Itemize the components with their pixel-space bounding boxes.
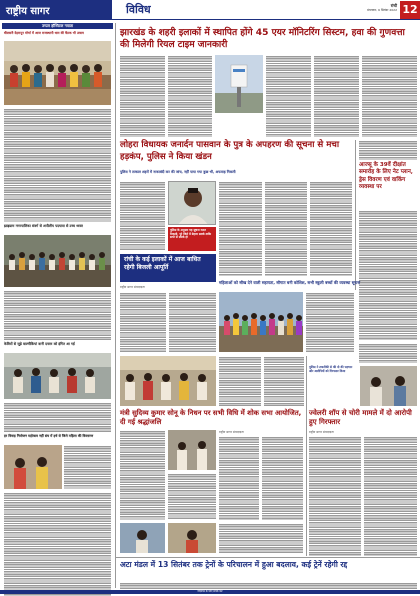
main-headline: झारखंड के शहरी इलाकों में स्थापित होंगे 45 एयर मॉनिटरिंग सिस्टम, हवा की गुणवत्ता की मिलेगी रियल टाइम जानकारी bbox=[120, 28, 405, 50]
small-photo-1 bbox=[120, 523, 165, 553]
mantri-text-3 bbox=[219, 436, 259, 520]
main-story-col-4 bbox=[314, 55, 359, 137]
left-text-block-4 bbox=[64, 445, 111, 489]
mantri-text-1 bbox=[120, 430, 165, 520]
page-number: 12 bbox=[400, 1, 420, 19]
left-text-block-5 bbox=[4, 492, 111, 596]
power-box bbox=[120, 254, 216, 282]
bottom-headline: अटा मंडल में 13 सितंबर तक ट्रेनों के परिचालन में हुआ बदलाव, कई ट्रेनें रहेगी रद्द bbox=[120, 560, 348, 569]
column-divider bbox=[115, 23, 116, 588]
power-headline: रांची के कई इलाकों में आज बाधित रहेगी बिजली आपूर्ति bbox=[124, 256, 201, 271]
brand-name: राष्ट्रीय सागर bbox=[6, 6, 50, 17]
jewellery-subhead: पुलिस ने तकनीकी से की दो की पहचान और आरोपियों को गिरफ्तार किया bbox=[309, 365, 353, 373]
mantri-text-2 bbox=[168, 473, 216, 520]
right-box-headline: आज्सू के 39वें दीक्षांत समारोह के लिए नेट प्लान, ड्रेस विवरण एवं वाकिंग व्यवस्था पर bbox=[359, 162, 413, 190]
left-low-headline: केवियों से जुड़े बाल्मीकियां वानी दफ्तर को इंगित आ गई bbox=[4, 342, 75, 346]
air-monitor-photo bbox=[215, 55, 263, 113]
story2-text-3 bbox=[265, 181, 307, 276]
left-text-block-3 bbox=[4, 402, 111, 432]
jewellery-divider bbox=[306, 356, 307, 556]
city-name: रांची bbox=[390, 3, 397, 8]
bottom-text-strip bbox=[120, 582, 417, 590]
masthead bbox=[0, 0, 420, 20]
crowd-text-1 bbox=[306, 292, 354, 352]
crowd-photo bbox=[219, 292, 303, 352]
story2-text-1 bbox=[120, 181, 165, 251]
left-top-banner: उप्पल हॉस्पिटल नवाता bbox=[2, 23, 113, 29]
ceremony-text-2 bbox=[264, 356, 304, 406]
story2-text-2 bbox=[219, 181, 262, 276]
left-bottom-headline: हर विवाह नियोजन महोत्सव नहीं संघ में हर्ष से जिले महिला की विस्तारण bbox=[4, 434, 94, 438]
main-story-col-5 bbox=[362, 55, 417, 137]
small-photo-2 bbox=[168, 523, 216, 553]
right-text-body bbox=[359, 210, 417, 340]
byline-1: राष्ट्रीय सागर संवाददाता bbox=[120, 285, 145, 289]
ceremony-photo-1 bbox=[120, 356, 216, 406]
story2-headline: लोहरा विधायक जनार्दन पासवान के पुत्र के अपहरण की सूचना से मचा हड़कंप, पुलिस ने किया खंडन bbox=[120, 140, 340, 162]
story2-quote-box bbox=[168, 227, 216, 251]
story2-text-4 bbox=[310, 181, 352, 276]
jewellery-text-1 bbox=[309, 436, 361, 556]
story2-portrait-photo bbox=[168, 181, 216, 225]
left-low-photo bbox=[4, 353, 111, 399]
left-bottom-photo bbox=[4, 445, 62, 489]
left-top-photo bbox=[4, 41, 111, 105]
byline-2: राष्ट्रीय सागर संवाददाता bbox=[219, 430, 244, 434]
footer-text: विज्ञापन के लिए संपर्क करें bbox=[197, 590, 223, 593]
quote-text: पुलिस के अनुसार यह सूचना गलत निकली, पूरे जिले में बेहतर सतर्क ताकि सभी से संपर्क हो bbox=[170, 228, 212, 240]
right-text-low bbox=[359, 343, 417, 363]
jewellery-subhead-box bbox=[309, 366, 357, 388]
crowd-headline: महिलाओं को सीख देने वाली सहायता, सौगात बनी कोशिश, सभी स्कूली बच्चों की व्यवस्था सूचना bbox=[219, 280, 361, 285]
left-text-block-1 bbox=[4, 108, 111, 222]
power-text-2 bbox=[169, 292, 216, 352]
left-text-block-2 bbox=[4, 290, 111, 340]
left-mid-headline: झाड़ग्राम नगरपालिका संवर्ग से अपीलीय पदयात्रा से उच्च ध्वस्त bbox=[4, 224, 83, 228]
main-story-col-3 bbox=[266, 55, 311, 137]
jewellery-photo bbox=[360, 366, 417, 406]
issue-date: मंगलवार, 6 सितंबर 2022 bbox=[366, 8, 397, 12]
bottom-rule bbox=[116, 557, 420, 558]
small-text-1 bbox=[219, 523, 303, 553]
main-story-col-1 bbox=[120, 55, 165, 137]
power-text-1 bbox=[120, 292, 166, 352]
ceremony-text-1 bbox=[219, 356, 261, 406]
jewellery-headline: ज्वेलरी शॉप से चोरी मामले में दो आरोपी हुए गिरफ्तार bbox=[309, 409, 412, 427]
mantri-photo bbox=[168, 430, 216, 470]
right-text-top bbox=[359, 140, 417, 160]
right-column-divider bbox=[355, 140, 356, 290]
jewellery-text-2 bbox=[364, 436, 417, 556]
mantri-headline: मंत्री सुदिव्य कुमार सोनू के निधन पर सभी विधि में शोक सभा आयोजित, दी गई श्रद्धांजलि bbox=[120, 409, 302, 426]
left-mid-photo bbox=[4, 235, 111, 287]
section-title: विविध bbox=[126, 3, 151, 16]
mantri-text-4 bbox=[262, 436, 303, 520]
main-story-col-2 bbox=[168, 55, 212, 137]
left-column bbox=[2, 23, 113, 588]
byline-3: राष्ट्रीय सागर संवाददाता bbox=[309, 430, 334, 434]
story2-deck: पुलिस ने तत्काल शहरों में नाकाबंदी कर की जांच, नहीं पाया गया कुछ भी, अफवाह निकली bbox=[120, 170, 236, 174]
left-top-headline: बीलसरी देहरादून मोर्चा में आज राजस्थानी धाम की बैठक भी उत्सव bbox=[4, 31, 84, 35]
